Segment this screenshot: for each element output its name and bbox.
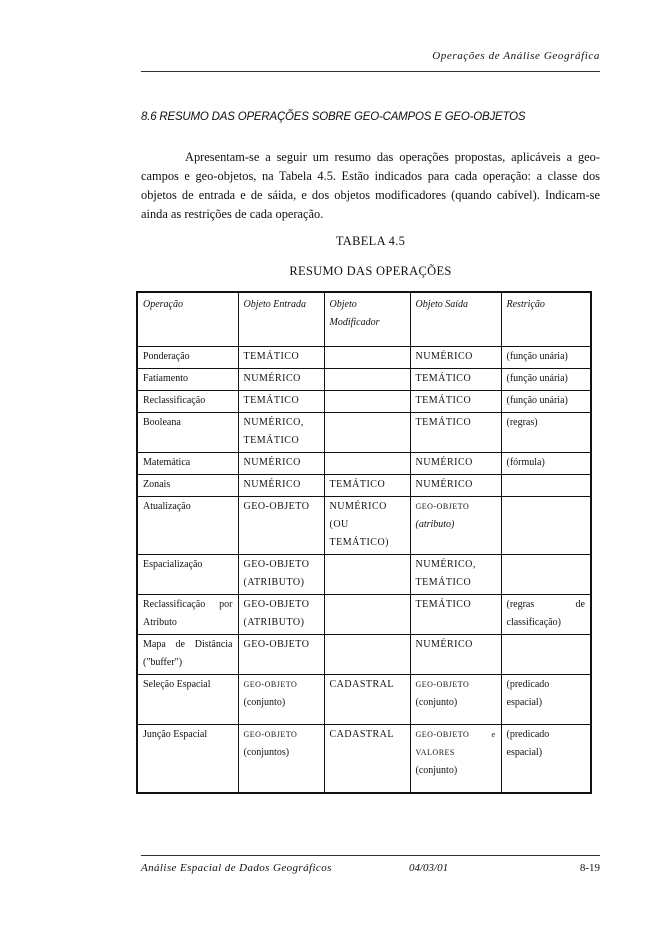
op-cell: Seleção Espacial <box>137 675 238 725</box>
restriction-cell <box>501 497 591 555</box>
restriction-cell: (função unária) <box>501 347 591 369</box>
input-cell: TEMÁTICO <box>238 347 324 369</box>
modifier-cell: CADASTRAL <box>324 725 410 794</box>
header-cell: Objeto Saída <box>410 292 501 347</box>
modifier-cell <box>324 369 410 391</box>
output-cell: NUMÉRICO, TEMÁTICO <box>410 555 501 595</box>
restriction-line: classificação) <box>506 617 561 628</box>
modifier-cell <box>324 595 410 635</box>
modifier-cell: NUMÉRICO (OU TEMÁTICO) <box>324 497 410 555</box>
header-cell: Objeto Entrada <box>238 292 324 347</box>
modifier-cell <box>324 391 410 413</box>
footer-book-title: Análise Espacial de Dados Geográficos <box>141 862 332 874</box>
table-row <box>137 347 591 369</box>
table-row <box>137 453 591 475</box>
restriction-cell: (regras) <box>501 413 591 453</box>
page-number: 8-19 <box>579 862 600 874</box>
op-cell: Espacialização <box>137 555 238 595</box>
restriction-cell: (função unária) <box>501 369 591 391</box>
modifier-cell: CADASTRAL <box>324 675 410 725</box>
restriction-cell: (predicado espacial) <box>501 725 591 794</box>
output-cell: TEMÁTICO <box>410 369 501 391</box>
table-row <box>137 675 591 725</box>
input-cell <box>238 725 324 794</box>
header-cell: Operação <box>137 292 238 347</box>
input-class: GEO-OBJETO <box>243 680 298 689</box>
input-cell: GEO-OBJETO <box>238 497 324 555</box>
header-cell: Objeto Modificador <box>324 292 410 347</box>
output-cell <box>410 497 501 555</box>
table-row <box>137 475 591 497</box>
op-line: Reclassificação por <box>143 599 233 610</box>
input-note: (conjunto) <box>243 697 286 708</box>
op-cell: Reclassificação <box>137 391 238 413</box>
output-note: (conjunto) <box>415 697 458 708</box>
section-heading: 8.6 RESUMO DAS OPERAÇÕES SOBRE GEO-CAMPOS E GEO-OBJETOS <box>141 111 526 123</box>
output-cell: TEMÁTICO <box>410 595 501 635</box>
header-rule <box>141 71 600 72</box>
modifier-cell <box>324 453 410 475</box>
output-class: GEO-OBJETO e <box>415 730 496 739</box>
input-cell: GEO-OBJETO (ATRIBUTO) <box>238 595 324 635</box>
restriction-cell <box>501 595 591 635</box>
op-cell: Matemática <box>137 453 238 475</box>
op-cell: Fatiamento <box>137 369 238 391</box>
output-cell: NUMÉRICO <box>410 635 501 675</box>
restriction-cell <box>501 555 591 595</box>
op-cell: Atualização <box>137 497 238 555</box>
modifier-cell: TEMÁTICO <box>324 475 410 497</box>
modifier-cell <box>324 555 410 595</box>
input-cell: NUMÉRICO <box>238 453 324 475</box>
input-note: (conjuntos) <box>243 747 290 758</box>
output-cell: TEMÁTICO <box>410 413 501 453</box>
op-cell: Ponderação <box>137 347 238 369</box>
output-cell: NUMÉRICO <box>410 475 501 497</box>
output-cell <box>410 725 501 794</box>
restriction-line: (regras de <box>506 599 585 610</box>
table-row <box>137 725 591 794</box>
input-cell: NUMÉRICO, TEMÁTICO <box>238 413 324 453</box>
output-class: GEO-OBJETO <box>415 502 470 511</box>
table-caption: TABELA 4.5 <box>335 234 406 248</box>
output-cell: TEMÁTICO <box>410 391 501 413</box>
table-row <box>137 635 591 675</box>
modifier-cell <box>324 347 410 369</box>
footer-rule <box>141 855 600 856</box>
op-cell: Booleana <box>137 413 238 453</box>
table-row <box>137 413 591 453</box>
table-header-row <box>137 292 591 347</box>
op-cell <box>137 635 238 675</box>
output-cell <box>410 675 501 725</box>
op-line: Mapa de Distância <box>143 639 233 650</box>
input-cell: NUMÉRICO <box>238 369 324 391</box>
output-class: GEO-OBJETO <box>415 680 470 689</box>
input-cell: NUMÉRICO <box>238 475 324 497</box>
restriction-cell <box>501 635 591 675</box>
op-line: ("buffer") <box>143 657 183 668</box>
input-cell: GEO-OBJETO (ATRIBUTO) <box>238 555 324 595</box>
table-subtitle: RESUMO DAS OPERAÇÕES <box>289 264 452 278</box>
intro-paragraph: Apresentam-se a seguir um resumo das operações propostas, aplicáveis a geo-campos e geo-objetos, na Tabela 4.5. Estão indicados para cada operação: a classe dos objetos de entrada e de sáida, e dos objetos modificadores (quando cabível). Indicam-se ainda as restrições de cada operação. <box>141 150 600 221</box>
output-cell: NUMÉRICO <box>410 347 501 369</box>
op-line: Atributo <box>143 617 177 628</box>
input-class: GEO-OBJETO <box>243 730 298 739</box>
input-cell <box>238 675 324 725</box>
op-cell <box>137 595 238 635</box>
table-row <box>137 595 591 635</box>
op-cell: Zonais <box>137 475 238 497</box>
footer-date: 04/03/01 <box>409 862 449 874</box>
table-row <box>137 497 591 555</box>
table-row <box>137 391 591 413</box>
restriction-cell: (fórmula) <box>501 453 591 475</box>
restriction-cell: (função unária) <box>501 391 591 413</box>
table-row <box>137 369 591 391</box>
output-cell: NUMÉRICO <box>410 453 501 475</box>
modifier-cell <box>324 413 410 453</box>
running-header: Operações de Análise Geográfica <box>432 50 600 62</box>
output-note: (conjunto) <box>415 765 458 776</box>
input-cell: GEO-OBJETO <box>238 635 324 675</box>
modifier-cell <box>324 635 410 675</box>
table-row <box>137 555 591 595</box>
output-attribute-note: (atributo) <box>415 519 455 530</box>
restriction-cell <box>501 475 591 497</box>
input-cell: TEMÁTICO <box>238 391 324 413</box>
output-class: VALORES <box>415 748 455 757</box>
op-cell: Junção Espacial <box>137 725 238 794</box>
operations-table <box>136 291 592 794</box>
restriction-cell: (predicado espacial) <box>501 675 591 725</box>
header-cell: Restrição <box>501 292 591 347</box>
